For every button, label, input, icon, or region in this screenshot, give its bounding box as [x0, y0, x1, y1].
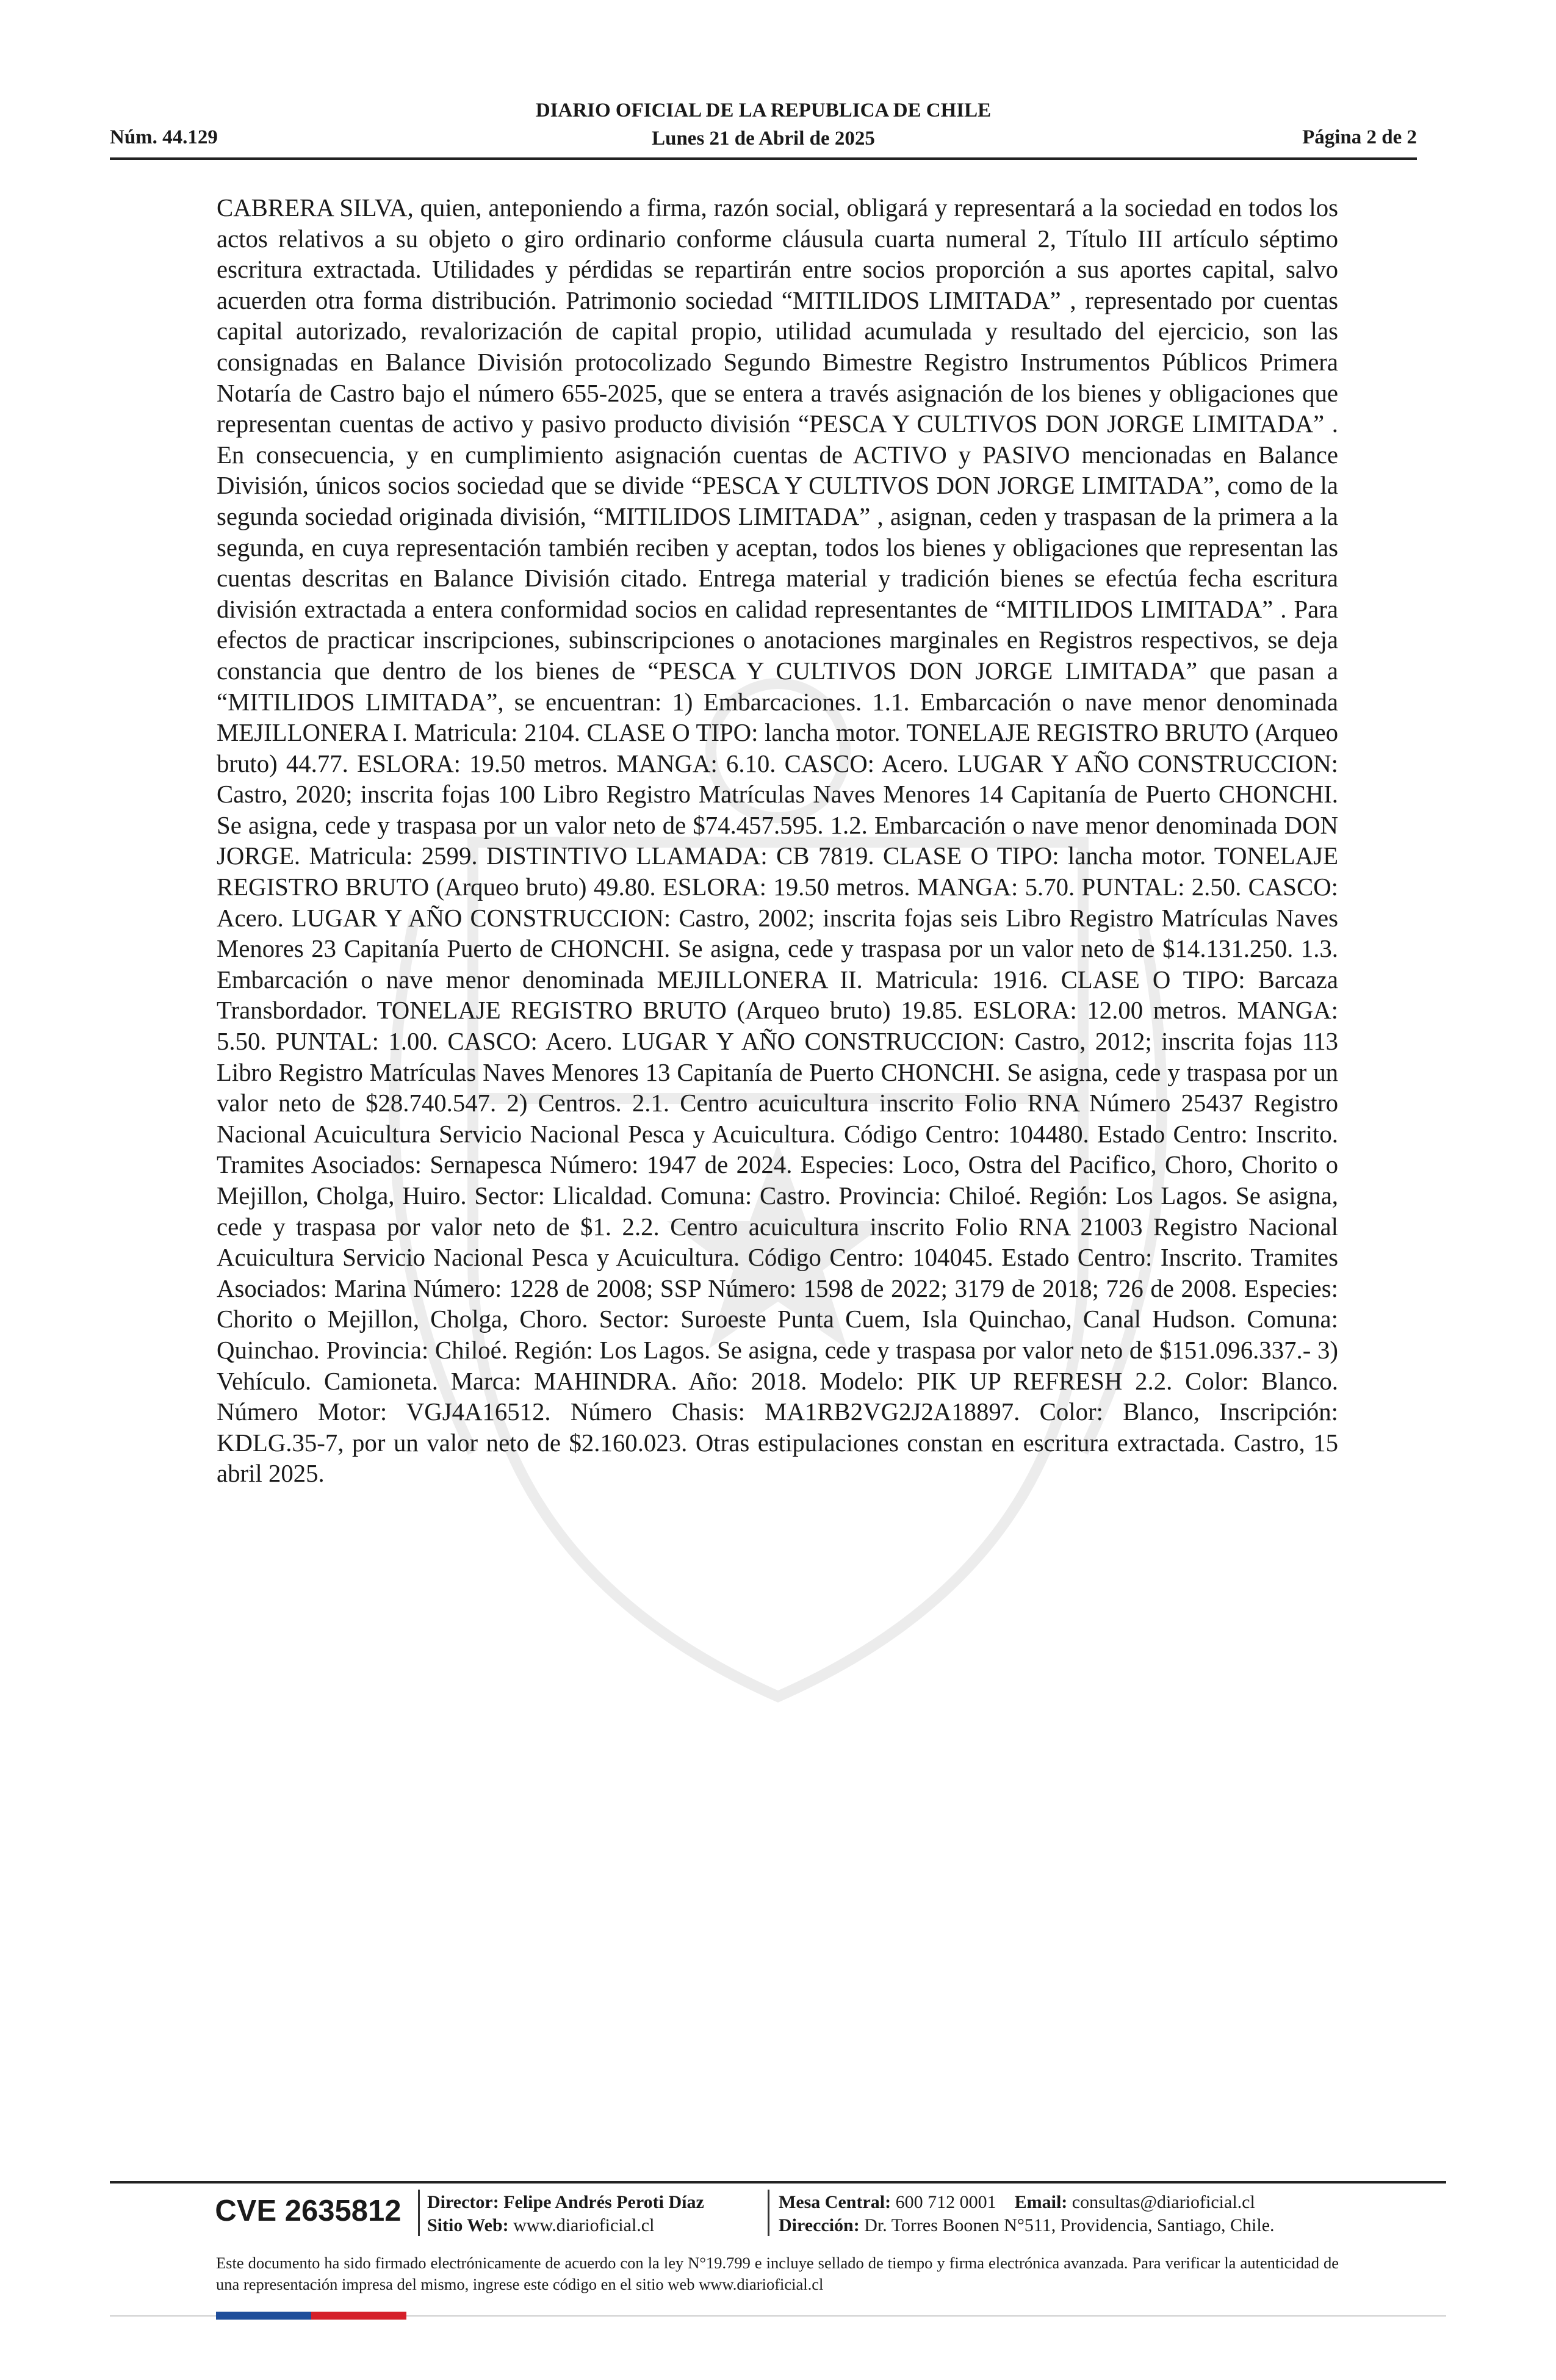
flag-bar-red: [311, 2312, 406, 2320]
email-label: Email:: [1014, 2192, 1068, 2212]
address-text: Dr. Torres Boonen N°511, Providencia, Santiago, Chile.: [864, 2215, 1275, 2235]
footer-divider: [110, 2181, 1446, 2183]
website-label: Sitio Web:: [427, 2215, 509, 2235]
legal-note: Este documento ha sido firmado electrónicamente de acuerdo con la ley N°19.799 e incluye sellado de tiempo y firma electrónica avanzada. Para verificar la autenticidad de una representación impresa del mismo, ingrese este código en el sitio web www.diarioficial.cl: [216, 2254, 1339, 2293]
publication-date: Lunes 21 de Abril de 2025: [652, 128, 875, 150]
director-name: Felipe Andrés Peroti Díaz: [503, 2192, 704, 2212]
footer-contact-block: [779, 2191, 1275, 2237]
page-header: [110, 92, 1417, 160]
footer-separator: [768, 2190, 769, 2236]
address-label: Dirección:: [779, 2215, 860, 2235]
header-center: [110, 96, 1417, 153]
footer-separator: [418, 2190, 420, 2236]
email-link[interactable]: consultas@diarioficial.cl: [1072, 2192, 1255, 2212]
publication-title: DIARIO OFICIAL DE LA REPUBLICA DE CHILE: [535, 99, 992, 121]
cve-code: CVE 2635812: [215, 2194, 402, 2227]
phone-label: Mesa Central:: [779, 2192, 891, 2212]
issue-number: Núm. 44.129: [110, 126, 218, 148]
director-label: Director:: [427, 2192, 499, 2212]
flag-bar-blue: [216, 2312, 311, 2320]
phone-number: 600 712 0001: [895, 2192, 996, 2212]
website-link[interactable]: www.diarioficial.cl: [513, 2215, 655, 2235]
page-number: Página 2 de 2: [1302, 126, 1417, 148]
footer-director-block: [427, 2191, 704, 2237]
notice-body: CABRERA SILVA, quien, anteponiendo a firma, razón social, obligará y representará a la sociedad en todos los actos relativos a su objeto o giro ordinario conforme cláusula cuarta numeral 2, Título III artículo séptimo escritura extractada. Utilidades y pérdidas se repartirán entre socios proporción a sus aportes capital, salvo acuerden otra forma distribución. Patrimonio sociedad “MITILIDOS LIMITADA” , representado por cuentas capital autorizado, revalorización de capital propio, utilidad acumulada y resultado del ejercicio, son las consignadas en Balance División protocolizado Segundo Bimestre Registro Instrumentos Públicos Primera Notaría de Castro bajo el número 655-2025, que se entera a través asignación de los bienes y obligaciones que representan cuentas de activo y pasivo producto división “PESCA Y CULTIVOS DON JORGE LIMITADA” . En consecuencia, y en cumplimiento asignación cuentas de ACTIVO y PASIVO mencionadas en Balance División, únicos socios sociedad que se divide “PESCA Y CULTIVOS DON JORGE LIMITADA”, como de la segunda sociedad originada división, “MITILIDOS LIMITADA” , asignan, ceden y traspasan de la primera a la segunda, en cuya representación también reciben y aceptan, todos los bienes y obligaciones que representan las cuentas descritas en Balance División citado. Entrega material y tradición bienes se efectúa fecha escritura división extractada a entera conformidad socios en calidad representantes de “MITILIDOS LIMITADA” . Para efectos de practicar inscripciones, subinscripciones o anotaciones marginales en Registros respectivos, se deja constancia que dentro de los bienes de “PESCA Y CULTIVOS DON JORGE LIMITADA” que pasan a “MITILIDOS LIMITADA”, se encuentran: 1) Embarcaciones. 1.1. Embarcación o nave menor denominada MEJILLONERA I. Matricula: 2104. CLASE O TIPO: lancha motor. TONELAJE REGISTRO BRUTO (Arqueo bruto) 44.77. ESLORA: 19.50 metros. MANGA: 6.10. CASCO: Acero. LUGAR Y AÑO CONSTRUCCION: Castro, 2020; inscrita fojas 100 Libro Registro Matrículas Naves Menores 14 Capitanía de Puerto CHONCHI. Se asigna, cede y traspasa por un valor neto de $74.457.595. 1.2. Embarcación o nave menor denominada DON JORGE. Matricula: 2599. DISTINTIVO LLAMADA: CB 7819. CLASE O TIPO: lancha motor. TONELAJE REGISTRO BRUTO (Arqueo bruto) 49.80. ESLORA: 19.50 metros. MANGA: 5.70. PUNTAL: 2.50. CASCO: Acero. LUGAR Y AÑO CONSTRUCCION: Castro, 2002; inscrita fojas seis Libro Registro Matrículas Naves Menores 23 Capitanía Puerto de CHONCHI. Se asigna, cede y traspasa por un valor neto de $14.131.250. 1.3. Embarcación o nave menor denominada MEJILLONERA II. Matricula: 1916. CLASE O TIPO: Barcaza Transbordador. TONELAJE REGISTRO BRUTO (Arqueo bruto) 19.85. ESLORA: 12.00 metros. MANGA: 5.50. PUNTAL: 1.00. CASCO: Acero. LUGAR Y AÑO CONSTRUCCION: Castro, 2012; inscrita fojas 113 Libro Registro Matrículas Naves Menores 13 Capitanía de Puerto CHONCHI. Se asigna, cede y traspasa por un valor neto de $28.740.547. 2) Centros. 2.1. Centro acuicultura inscrito Folio RNA Número 25437 Registro Nacional Acuicultura Servicio Nacional Pesca y Acuicultura. Código Centro: 104480. Estado Centro: Inscrito. Tramites Asociados: Sernapesca Número: 1947 de 2024. Especies: Loco, Ostra del Pacifico, Choro, Chorito o Mejillon, Cholga, Huiro. Sector: Llicaldad. Comuna: Castro. Provincia: Chiloé. Región: Los Lagos. Se asigna, cede y traspasa por valor neto de $1. 2.2. Centro acuicultura inscrito Folio RNA 21003 Registro Nacional Acuicultura Servicio Nacional Pesca y Acuicultura. Código Centro: 104045. Estado Centro: Inscrito. Tramites Asociados: Marina Número: 1228 de 2008; SSP Número: 1598 de 2022; 3179 de 2018; 726 de 2008. Especies: Chorito o Mejillon, Cholga, Choro. Sector: Suroeste Punta Cuem, Isla Quinchao, Canal Hudson. Comuna: Quinchao. Provincia: Chiloé. Región: Los Lagos. Se asigna, cede y traspasa por valor neto de $151.096.337.- 3) Vehículo. Camioneta. Marca: MAHINDRA. Año: 2018. Modelo: PIK UP REFRESH 2.2. Color: Blanco. Número Motor: VGJ4A16512. Número Chasis: MA1RB2VG2J2A18897. Color: Blanco, Inscripción: KDLG.35-7, por un valor neto de $2.160.023. Otras estipulaciones constan en escritura extractada. Castro, 15 abril 2025.: [217, 194, 1338, 1488]
